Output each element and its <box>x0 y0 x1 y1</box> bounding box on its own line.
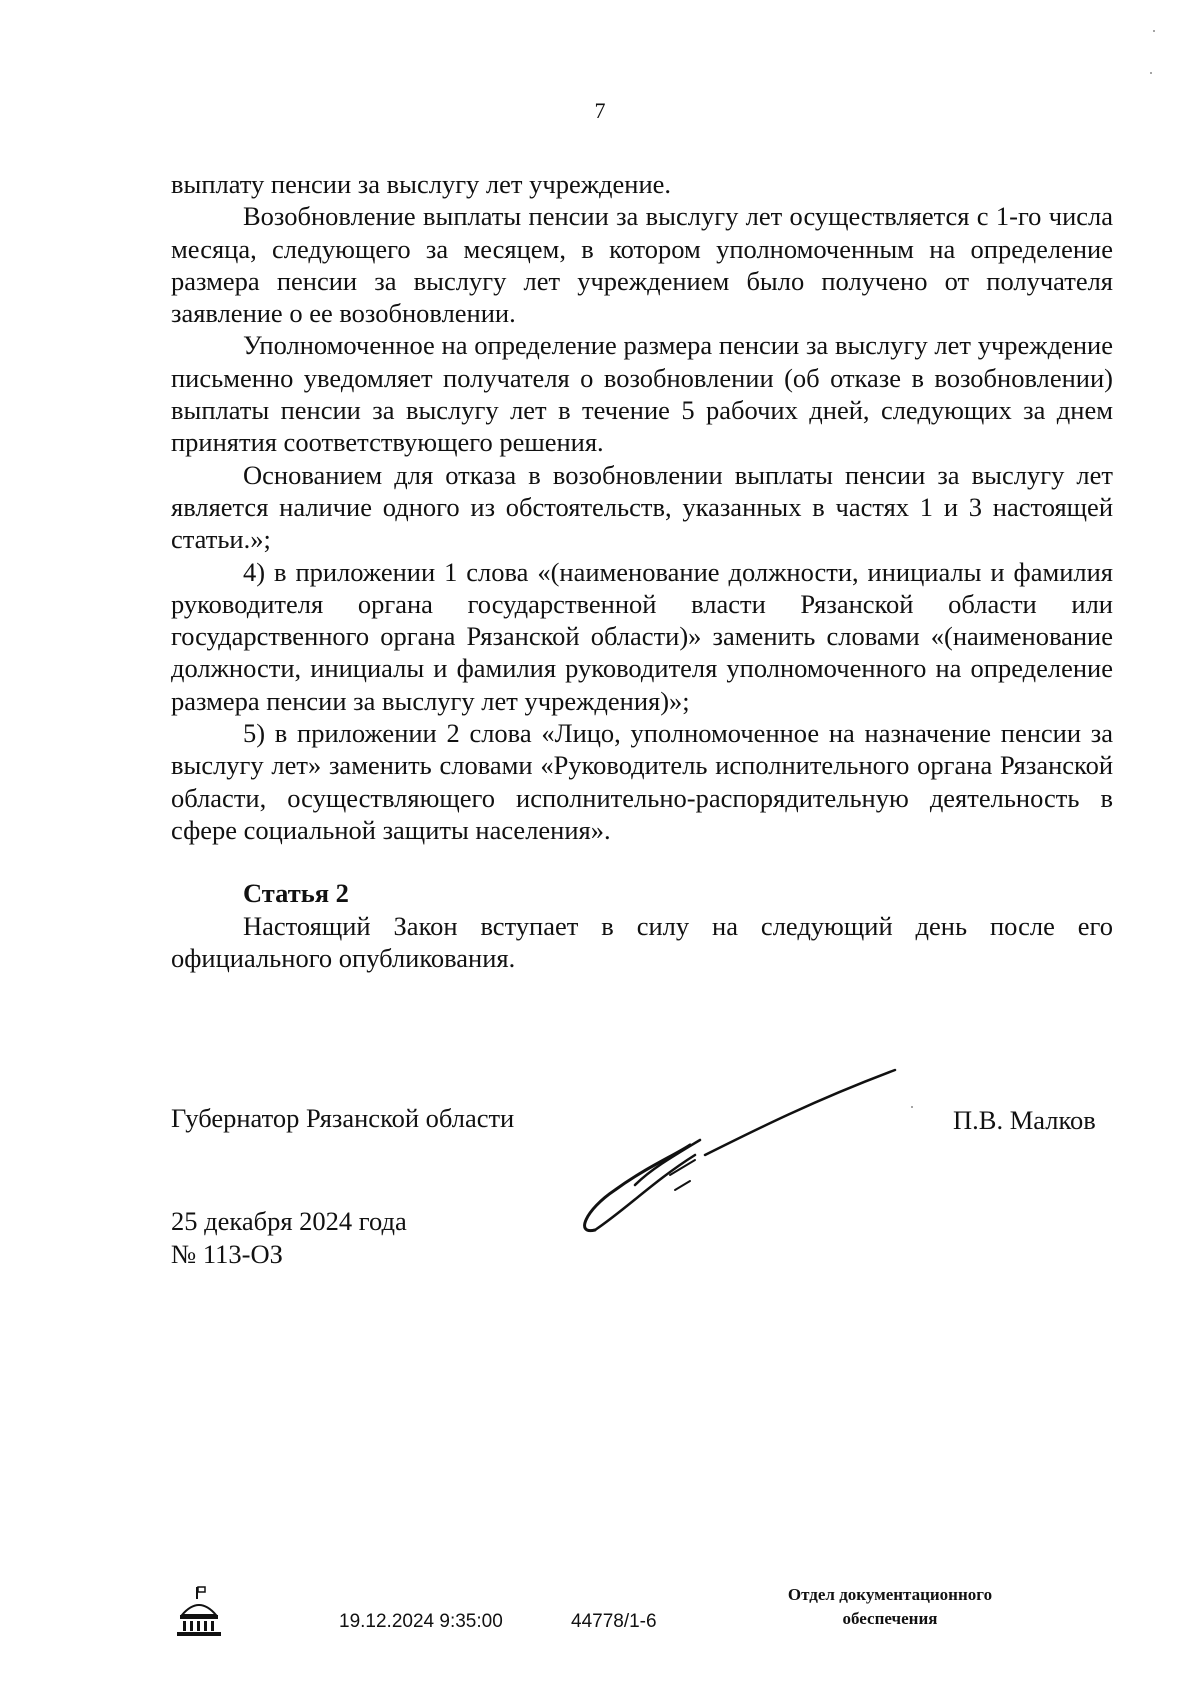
department-line: Отдел документационного <box>787 1585 993 1604</box>
footer-timestamp: 19.12.2024 9:35:00 <box>339 1611 503 1632</box>
scan-speck <box>1153 30 1155 32</box>
paragraph: Основанием для отказа в возобновлении выплаты пенсии за выслугу лет является наличие одного из обстоятельств, указанных в частях 1 и 3 настоящей статьи.»; <box>171 459 1113 555</box>
signing-date: 25 декабря 2024 года <box>171 1206 407 1236</box>
footer-department <box>740 1583 1040 1631</box>
paragraph: 4) в приложении 1 слова «(наименование должности, инициалы и фамилия руководителя органа государственной власти Рязанской области или государственного органа Рязанской области)» заменить словами «(наименование должности, инициалы и фамилия руководителя уполномоченного на определение размера пенсии за выслугу лет учреждения)»; <box>171 556 1113 716</box>
duma-building-icon <box>174 1585 224 1640</box>
governor-title: Губернатор Рязанской области <box>171 1103 515 1133</box>
paragraph: 5) в приложении 2 слова «Лицо, уполномоченное на назначение пенсии за выслугу лет» заменить словами «Руководитель исполнительного органа Рязанской области, осуществляющего исполнительно-распорядительную деятельность в сфере социальной защиты населения». <box>171 718 1113 845</box>
scan-speck <box>1150 72 1152 74</box>
law-number: № 113-ОЗ <box>171 1239 283 1269</box>
department-line: обеспечения <box>842 1609 938 1628</box>
signature-image <box>575 1060 915 1240</box>
article-title: Статья 2 <box>243 878 349 909</box>
paragraph: выплату пенсии за выслугу лет учреждение. <box>171 169 672 199</box>
article-text: Настоящий Закон вступает в силу на следующий день после его официального опубликования. <box>171 910 1113 973</box>
scan-speck <box>911 1106 913 1108</box>
paragraph: Возобновление выплаты пенсии за выслугу лет осуществляется с 1-го числа месяца, следующего за месяцем, в котором уполномоченным на определение размера пенсии за выслугу лет учреждением было получено от получателя заявление о ее возобновлении. <box>171 201 1113 329</box>
signing-block <box>171 1205 407 1271</box>
page-number: 7 <box>594 98 606 123</box>
document-body <box>171 168 1113 974</box>
paragraph: Уполномоченное на определение размера пенсии за выслугу лет учреждение письменно уведомляет получателя о возобновлении (об отказе в возобновлении) выплаты пенсии за выслугу лет в течение 5 рабочих дней, следующих за днем принятия соответствующего решения. <box>171 330 1113 458</box>
governor-name: П.В. Малков <box>953 1105 1096 1135</box>
footer-doc-code: 44778/1-6 <box>571 1611 657 1632</box>
